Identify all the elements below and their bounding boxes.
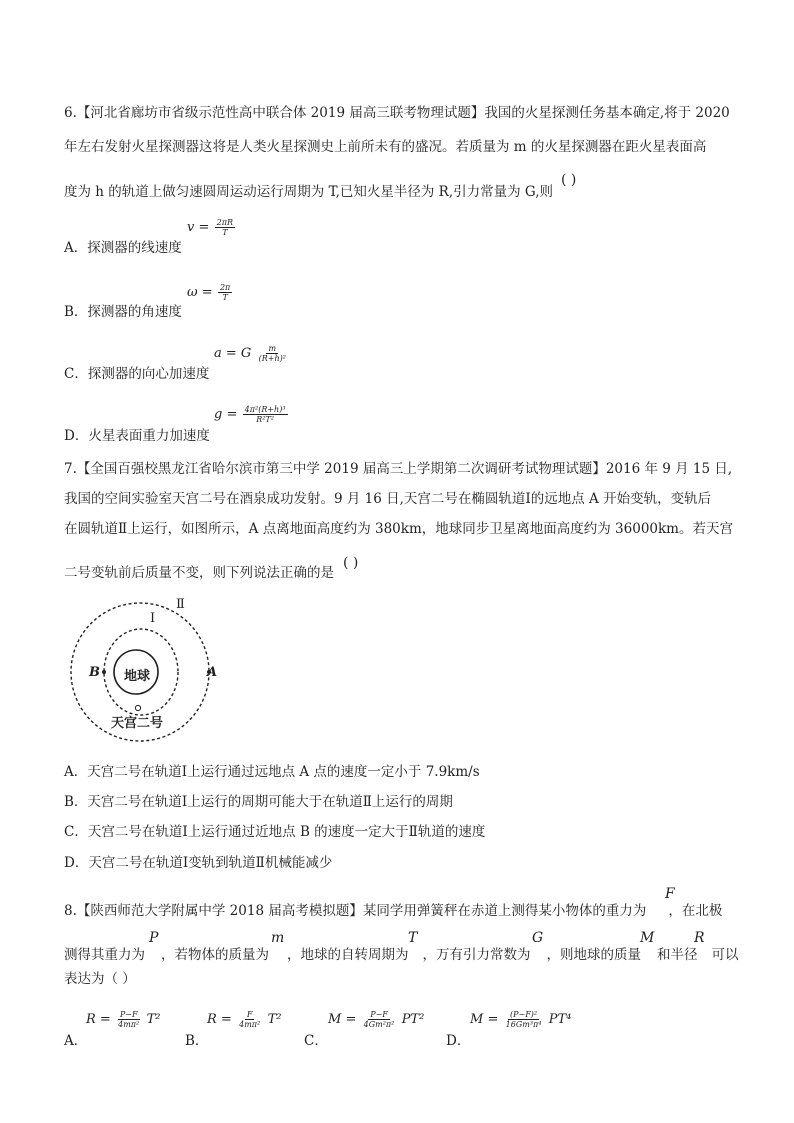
q8-option-b-tail: T² [267,1012,282,1027]
q8-option-a-den: 4mπ² [118,1020,140,1029]
q6-option-a-label: A．探测器的线速度 [64,240,182,256]
orbit-1-label: Ⅰ [150,611,156,626]
q8-option-a-num: P−F [119,1010,138,1019]
point-b-dot [102,670,106,674]
q6-line-2: 年左右发射火星探测器这将是人类火星探测史上前所未有的盛况。若质量为 m 的火星探测器在距火星表面高 [64,139,707,155]
q6-option-a-den: T [222,228,228,237]
q8-var-t: T [408,930,418,946]
q8-option-c-formula [328,1010,424,1029]
q8-option-d-num: (P−F)² [510,1010,538,1019]
q7-option-a: A．天宫二号在轨道Ⅰ上运行通过远地点 A 点的速度一定小于 7.9km/s [64,764,480,780]
q8-var-m: m [271,930,285,946]
q7-option-b: B．天宫二号在轨道Ⅰ上运行的周期可能大于在轨道Ⅱ上运行的周期 [64,794,453,810]
q8-option-a-lhs: R = [86,1012,111,1027]
q8-option-d-tail: PT⁴ [548,1012,572,1027]
q6-option-b-label: B．探测器的角速度 [64,304,182,320]
q6-option-a-formula [187,218,236,237]
q6-option-c-label: C．探测器的向心加速度 [64,366,210,382]
q6-option-b-formula [187,283,233,302]
q6-option-d-label: D．火星表面重力加速度 [64,428,210,444]
q6-option-b-num: 2π [219,283,231,292]
q8-option-c-num: P−F [370,1010,388,1019]
q7-option-c: C．天宫二号在轨道Ⅰ上运行通过近地点 B 的速度一定大于Ⅱ轨道的速度 [64,824,486,840]
q8-option-b-fraction [237,1010,262,1029]
q8-seg-6: ，万有引力常数为 [422,947,531,963]
q8-seg-3: 测得其重力为 [64,947,145,963]
q6-option-d-formula [214,405,289,424]
q8-option-d-fraction [504,1010,544,1029]
q6-option-b-lhs: ω = [187,285,213,300]
q6-option-a-num: 2πR [216,218,234,227]
q8-seg-8: 和半径 [657,947,698,963]
station-label: 天宫二号 [111,716,164,731]
q8-option-a-label: A． [64,1033,88,1049]
q8-seg-1: 8.【陕西师范大学附属中学 2018 届高考模拟题】某同学用弹簧秤在赤道上测得某小物体的重力为 [64,903,647,919]
q8-line-1 [64,901,722,921]
q8-var-m-mass: M [640,930,655,946]
q6-option-c-fraction [257,344,288,363]
q8-option-b-num: F [246,1010,253,1019]
q6-option-c-den: (R+h)² [258,354,286,363]
q6-answer-paren: ( ) [561,172,577,188]
q8-seg-5: ，地球的自转周期为 [287,947,409,963]
q6-line-3: 度为 h 的轨道上做匀速圆周运动运行周期为 T,已知火星半径为 R,引力常量为 G,则 [64,184,554,200]
q6-option-c-formula [214,344,289,363]
q7-line-3: 在圆轨道Ⅱ上运行，如图所示，A 点离地面高度约为 380km，地球同步卫星离地面高度约为 36000km。若天宫 [64,521,733,537]
q8-line-3: 表达为（ ） [64,971,136,987]
earth-label: 地球 [124,669,151,684]
q7-line-2: 我国的空间实验室天宫二号在酒泉成功发射。9 月 16 日,天宫二号在椭圆轨道Ⅰ的远地点 A 开始变轨，变轨后 [64,491,712,507]
q8-var-r: R [694,930,705,946]
q8-var-p: P [149,930,159,946]
q6-option-b-fraction [218,283,232,302]
point-a-label: A [207,665,218,680]
q6-option-d-fraction [243,405,288,424]
q6-option-c-num: m [268,344,277,353]
q8-option-c-fraction [362,1010,397,1029]
q8-option-d-label: D． [446,1033,471,1049]
q8-option-b-formula [207,1010,281,1029]
q8-option-c-den: 4Gm²π² [363,1020,395,1029]
q8-option-c-label: C． [304,1033,328,1049]
q8-seg-9: 可以 [711,947,739,963]
q6-option-c-lhs: a = G [214,346,252,361]
q6-option-b-den: T [222,293,228,302]
q8-seg-2: ，在北极 [668,903,723,919]
station-marker [135,705,140,710]
q7-line-1: 7.【全国百强校黑龙江省哈尔滨市第三中学 2019 届高三上学期第二次调研考试物理试题】2016 年 9 月 15 日, [64,461,733,477]
q6-option-a-fraction [215,218,235,237]
q6-line-1: 6.【河北省廊坊市省级示范性高中联合体 2019 届高三联考物理试题】我国的火星探测任务基本确定,将于 2020 [64,105,730,121]
q8-option-a-formula [86,1010,160,1029]
q8-option-b-lhs: R = [207,1012,232,1027]
q8-option-d-formula [470,1010,571,1029]
q7-option-d: D．天宫二号在轨道Ⅰ变轨到轨道Ⅱ机械能减少 [64,855,333,871]
q8-var-g: G [532,930,544,946]
q7-line-4: 二号变轨前后质量不变，则下列说法正确的是 [64,565,334,581]
q8-seg-4: ，若物体的质量为 [161,947,269,963]
q6-option-d-num: 4π²(R+h)³ [244,405,286,414]
q8-seg-7: ，则地球的质量 [546,947,641,963]
orbit-2-label: Ⅱ [176,597,185,612]
q8-option-d-lhs: M = [470,1012,499,1027]
q8-option-b-label: B． [185,1033,209,1049]
q8-var-f: F [665,886,675,902]
point-b-label: B [89,665,100,680]
q8-option-d-den: 16Gm³π⁴ [505,1020,542,1029]
q8-option-a-fraction [116,1010,141,1029]
q8-line-2 [64,945,739,965]
q8-option-c-lhs: M = [328,1012,357,1027]
q8-option-c-tail: PT² [401,1012,425,1027]
q6-option-d-den: R²T² [256,415,274,424]
q6-option-a-lhs: v = [187,220,210,235]
q8-option-a-tail: T² [146,1012,161,1027]
q6-option-d-lhs: g = [214,407,238,422]
q7-answer-paren: ( ) [343,555,359,571]
q8-option-b-den: 4mπ² [239,1020,261,1029]
